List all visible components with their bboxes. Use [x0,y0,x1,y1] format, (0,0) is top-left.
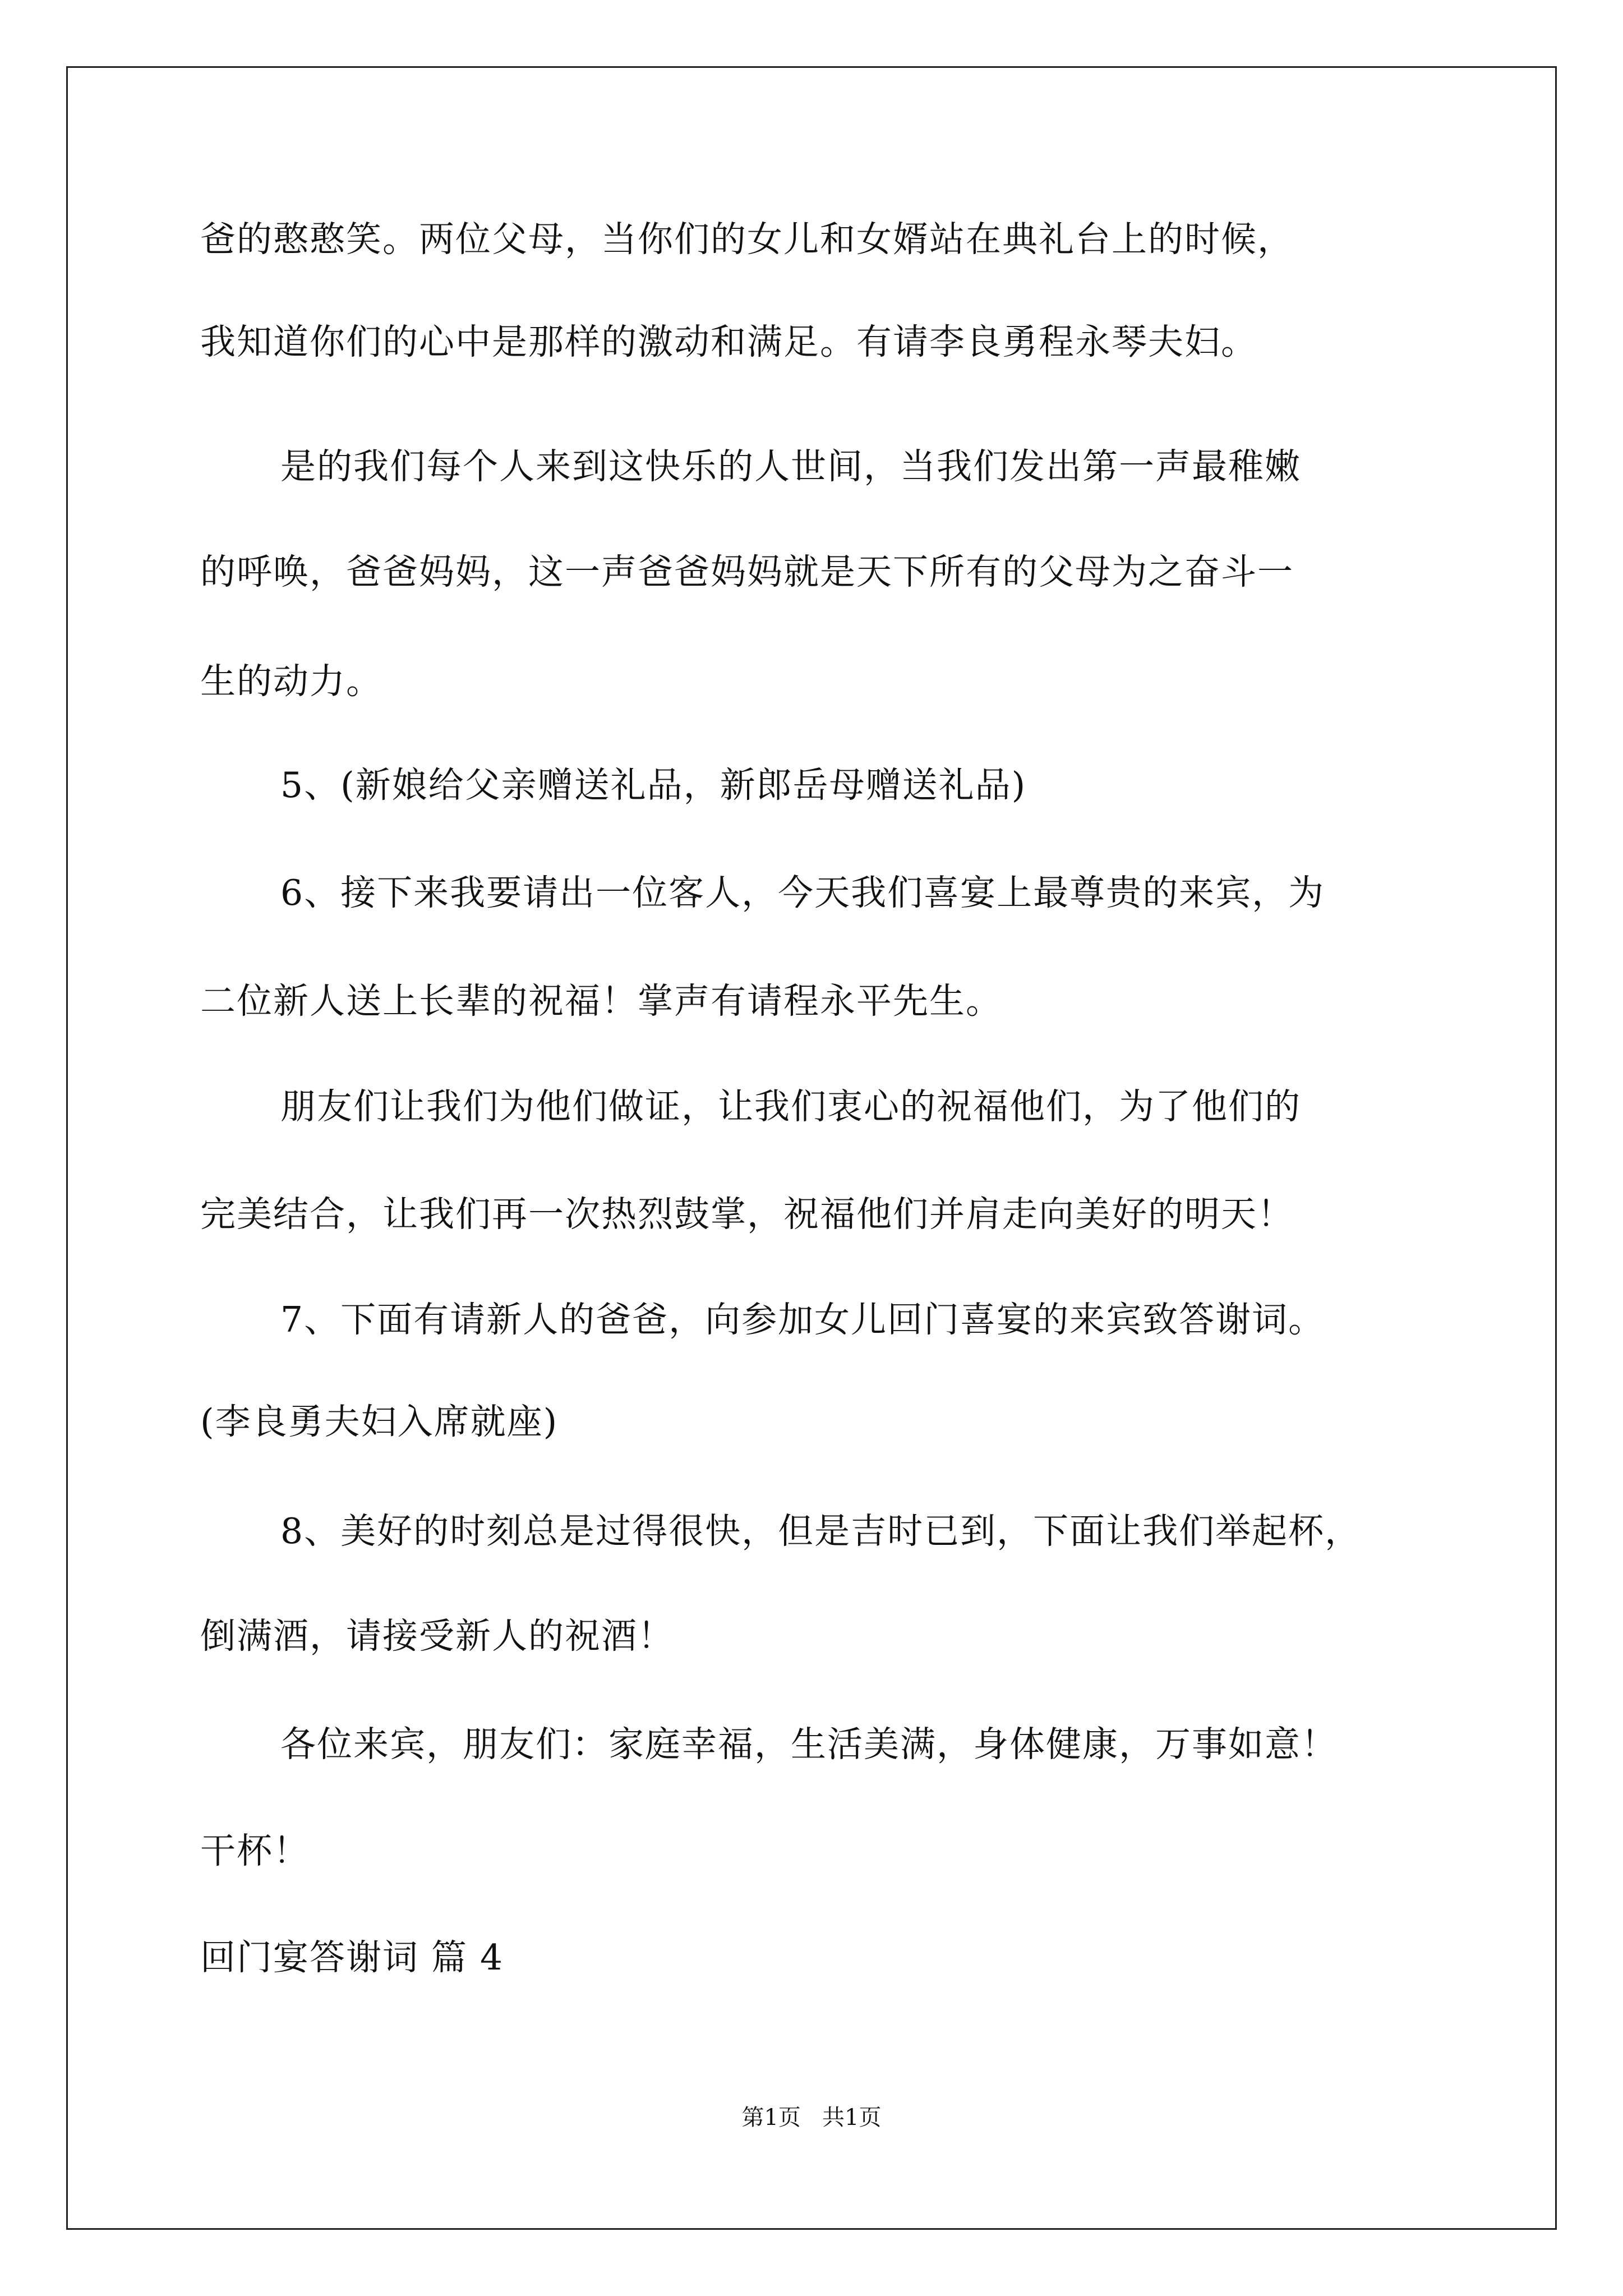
paragraph-start-line: 朋友们让我们为他们做证，让我们衷心的祝福他们，为了他们的 [280,1086,1301,1127]
paragraph-start-line: 7、下面有请新人的爸爸，向参加女儿回门喜宴的来宾致答谢词。 [280,1299,1325,1340]
text-line: 完美结合，让我们再一次热烈鼓掌，祝福他们并肩走向美好的明天！ [200,1194,1294,1235]
text-line: 倒满酒，请接受新人的祝酒！ [200,1616,674,1657]
paragraph-start-line: 各位来宾，朋友们：家庭幸福，生活美满，身体健康，万事如意！ [280,1724,1338,1765]
paragraph-start-line: 是的我们每个人来到这快乐的人世间，当我们发出第一声最稚嫩 [280,446,1301,487]
paragraph-start-line: 8、美好的时刻总是过得很快，但是吉时已到，下面让我们举起杯， [280,1511,1362,1552]
text-line: 我知道你们的心中是那样的激动和满足。有请李良勇程永琴夫妇。 [200,321,1257,362]
text-line: 干杯！ [200,1830,310,1871]
page-footer: 第1页 共1页 [741,2105,882,2131]
section-heading: 回门宴答谢词 篇 4 [200,1937,504,1978]
page-border [66,66,1557,2230]
text-line: 爸的憨憨笑。两位父母，当你们的女儿和女婿站在典礼台上的时候， [200,219,1294,260]
paragraph-start-line: 5、(新娘给父亲赠送礼品，新郎岳母赠送礼品) [280,765,1027,806]
text-line: (李良勇夫妇入席就座) [200,1401,559,1442]
text-line: 生的动力。 [200,661,382,702]
paragraph-start-line: 6、接下来我要请出一位客人，今天我们喜宴上最尊贵的来宾，为 [280,872,1325,913]
text-line: 的呼唤，爸爸妈妈，这一声爸爸妈妈就是天下所有的父母为之奋斗一 [200,551,1294,592]
text-line: 二位新人送上长辈的祝福！掌声有请程永平先生。 [200,981,1002,1022]
